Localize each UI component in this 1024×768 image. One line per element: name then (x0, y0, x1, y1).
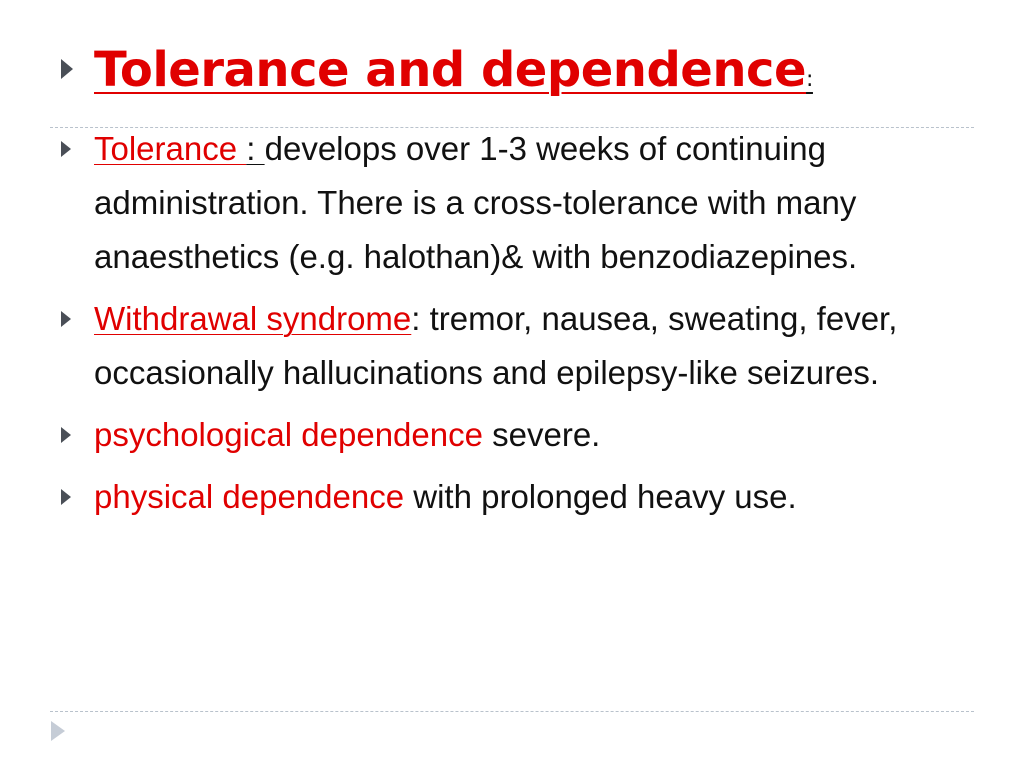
bullet-item-psychological (60, 408, 980, 462)
bullet-list (60, 122, 980, 532)
bullet-text: tremor, nausea, sweating, fever, occasionally hallucinations and epilepsy-like seizures. (94, 300, 898, 391)
bullet-item-physical (60, 470, 980, 524)
triangle-right-icon (60, 426, 72, 444)
slide-title-row (60, 40, 1000, 104)
bullet-text: develops over 1-3 weeks of continuing administration. There is a cross-tolerance with many anaesthetics (e.g. halothan)& with benzodiazepines. (94, 130, 858, 275)
triangle-right-icon (60, 310, 72, 328)
term-separator: : (246, 130, 265, 167)
triangle-right-icon (60, 58, 74, 80)
term-psychological-dependence: psychological dependence (94, 416, 483, 453)
triangle-right-icon (60, 140, 72, 158)
term-physical-dependence: physical dependence (94, 478, 405, 515)
term-tolerance: Tolerance (94, 130, 247, 167)
bullet-text: severe. (482, 416, 601, 453)
slide-title (94, 40, 813, 110)
triangle-right-icon (60, 488, 72, 506)
bullet-item-tolerance (60, 122, 980, 284)
bullet-item-withdrawal (60, 292, 980, 400)
bottom-divider (50, 711, 974, 712)
next-slide-arrow-icon[interactable] (50, 720, 66, 746)
slide-title-colon: : (806, 67, 813, 92)
slide-title-text: Tolerance and dependence (94, 42, 807, 98)
term-separator: : (411, 300, 430, 337)
bullet-text: with prolonged heavy use. (404, 478, 797, 515)
term-withdrawal-syndrome: Withdrawal syndrome (94, 300, 412, 337)
